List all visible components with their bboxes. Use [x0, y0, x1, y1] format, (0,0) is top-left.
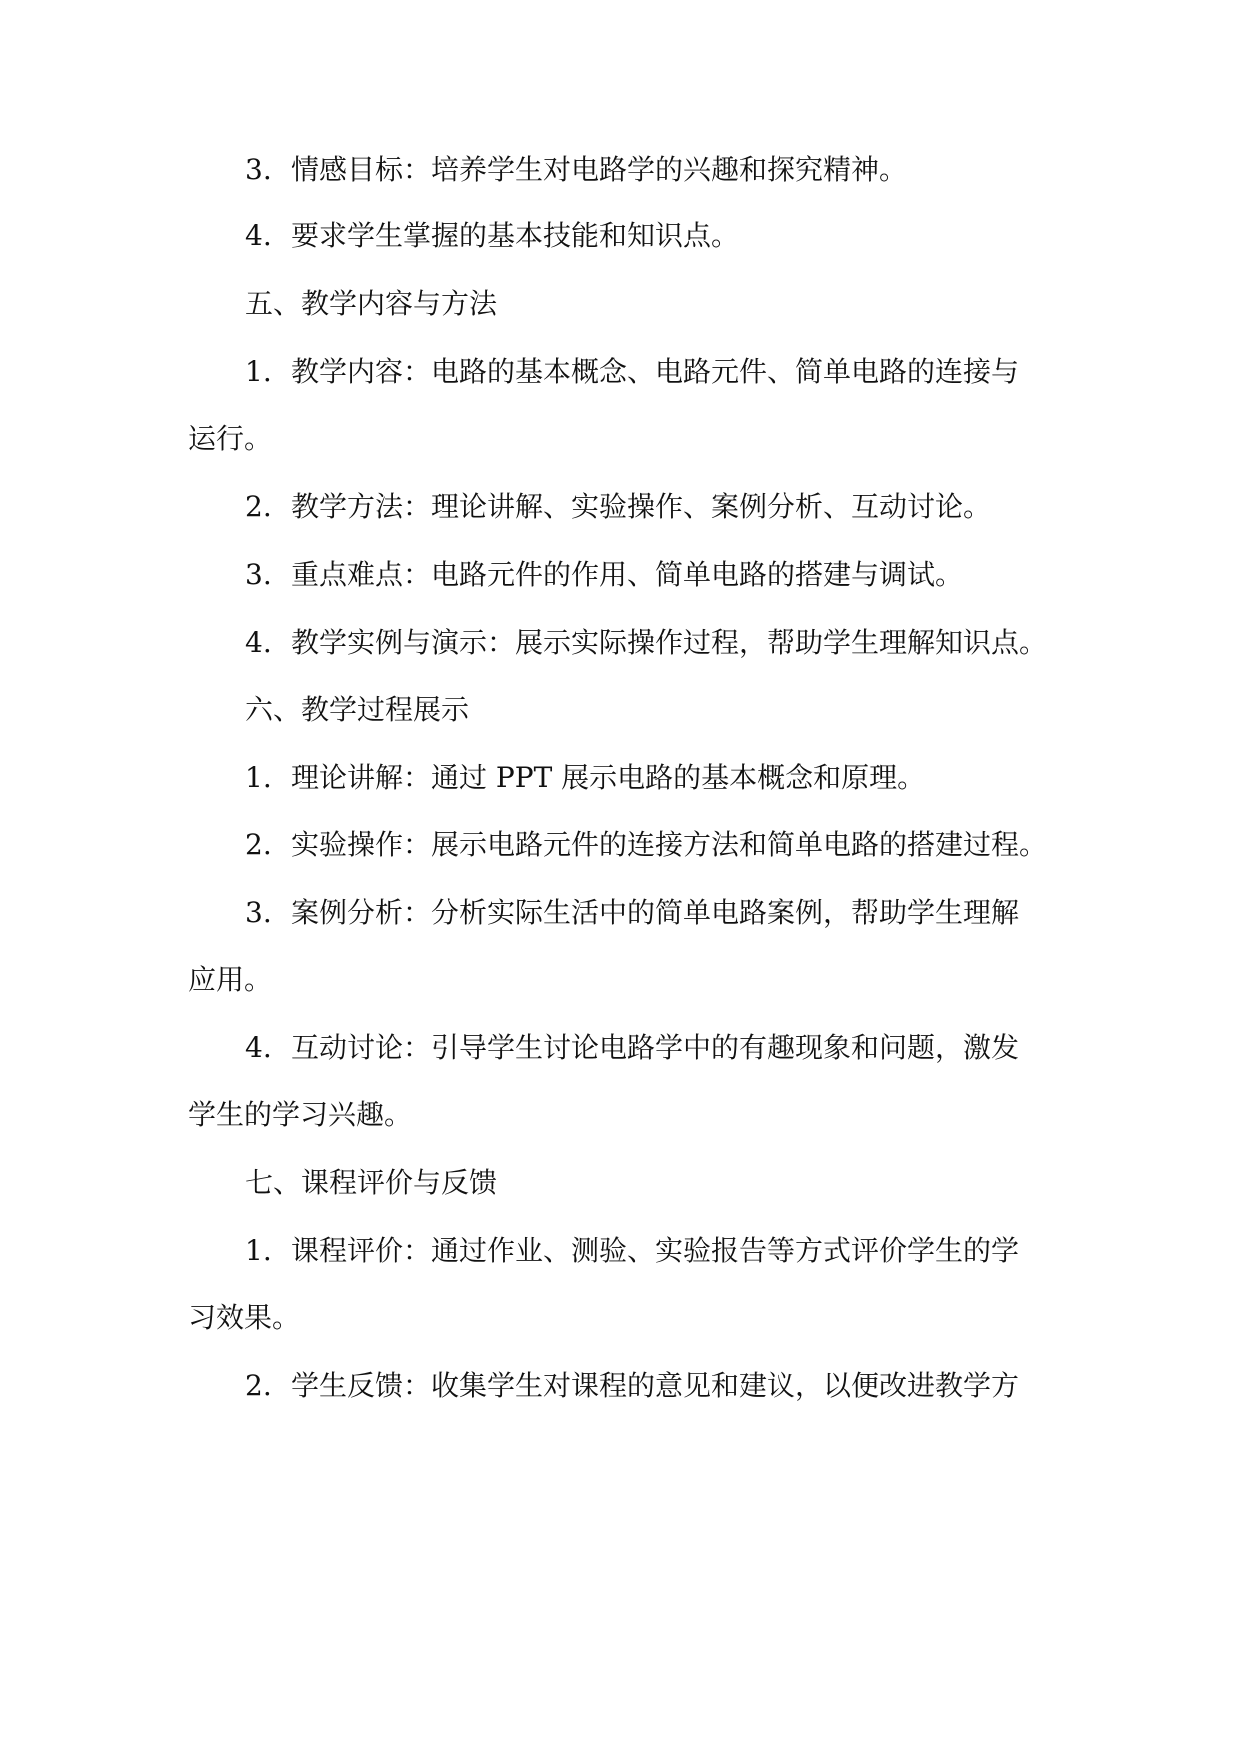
item-text: 课程评价：通过作业、测验、实验报告等方式评价学生的学: [291, 1234, 1020, 1267]
item-number: 2.: [245, 1369, 272, 1402]
list-item-continuation: [0, 958, 1241, 1002]
item-number: 4.: [245, 1031, 272, 1064]
list-item: [0, 621, 1241, 665]
item-text: 要求学生掌握的基本技能和知识点。: [291, 219, 740, 252]
list-item: [0, 350, 1241, 394]
list-item: [0, 891, 1241, 935]
list-item: [0, 756, 1241, 800]
item-text: 理论讲解：通过 PPT 展示电路的基本概念和原理。: [291, 761, 926, 794]
list-item: [0, 214, 1241, 258]
list-item-continuation: [0, 1296, 1241, 1340]
section-heading-text: 五、教学内容与方法: [245, 287, 498, 320]
list-item: [0, 1026, 1241, 1070]
item-text: 教学实例与演示：展示实际操作过程，帮助学生理解知识点。: [291, 626, 1048, 659]
item-number: 4.: [245, 626, 272, 659]
item-text: 教学方法：理论讲解、实验操作、案例分析、互动讨论。: [291, 490, 992, 523]
item-text: 情感目标：培养学生对电路学的兴趣和探究精神。: [291, 153, 908, 186]
section-heading-text: 六、教学过程展示: [245, 693, 470, 726]
item-number: 1.: [245, 1234, 272, 1267]
item-text: 教学内容：电路的基本概念、电路元件、简单电路的连接与: [291, 355, 1020, 388]
item-text: 运行。: [188, 422, 273, 455]
item-text: 学生的学习兴趣。: [188, 1098, 413, 1131]
item-number: 3.: [245, 896, 272, 929]
list-item: [0, 1229, 1241, 1273]
item-number: 3.: [245, 558, 272, 591]
item-number: 2.: [245, 490, 272, 523]
item-text: 重点难点：电路元件的作用、简单电路的搭建与调试。: [291, 558, 964, 591]
item-number: 3.: [245, 153, 272, 186]
section-heading: [0, 1161, 1241, 1205]
list-item: [0, 823, 1241, 867]
item-number: 1.: [245, 355, 272, 388]
section-heading-text: 七、课程评价与反馈: [245, 1166, 498, 1199]
item-number: 1.: [245, 761, 272, 794]
item-text: 学生反馈：收集学生对课程的意见和建议，以便改进教学方: [291, 1369, 1020, 1402]
list-item: [0, 1364, 1241, 1408]
item-number: 4.: [245, 219, 272, 252]
item-text: 案例分析：分析实际生活中的简单电路案例，帮助学生理解: [291, 896, 1020, 929]
item-text: 实验操作：展示电路元件的连接方法和简单电路的搭建过程。: [291, 828, 1048, 861]
item-text: 应用。: [188, 963, 273, 996]
item-text: 互动讨论：引导学生讨论电路学中的有趣现象和问题，激发: [291, 1031, 1020, 1064]
list-item: [0, 485, 1241, 529]
section-heading: [0, 282, 1241, 326]
item-number: 2.: [245, 828, 272, 861]
section-heading: [0, 688, 1241, 732]
list-item: [0, 553, 1241, 597]
list-item: [0, 148, 1241, 192]
item-text: 习效果。: [188, 1301, 301, 1334]
list-item-continuation: [0, 417, 1241, 461]
list-item-continuation: [0, 1093, 1241, 1137]
